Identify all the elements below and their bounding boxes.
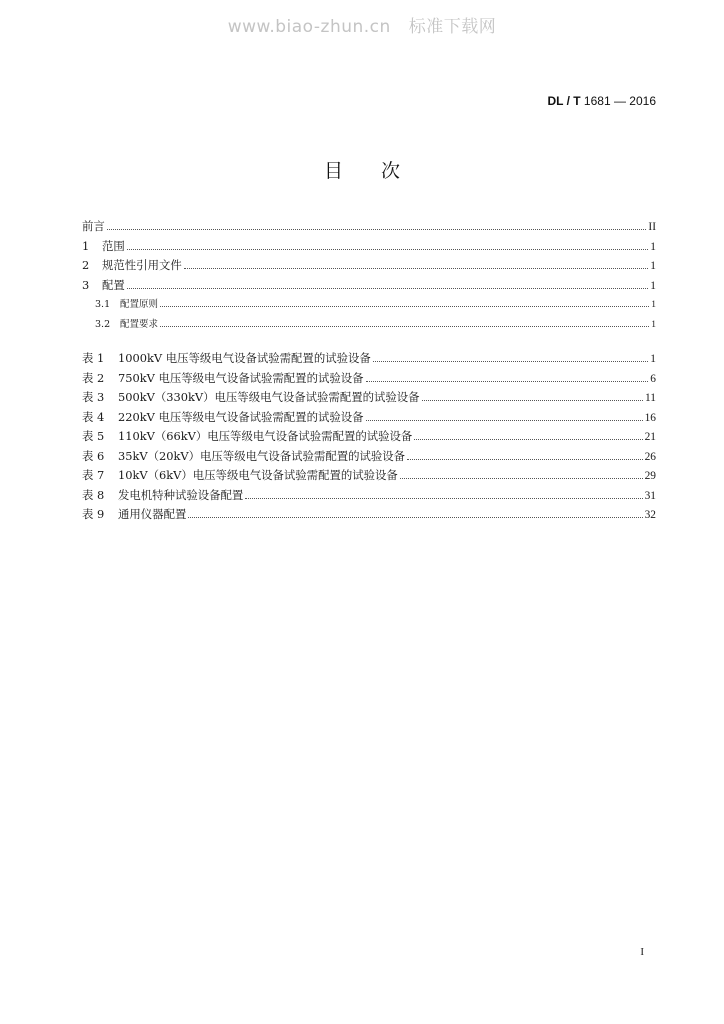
- table-entry-page: 6: [650, 372, 656, 385]
- toc-entry-number: 3.2: [95, 318, 111, 330]
- toc-entry-configuration[interactable]: [82, 276, 656, 296]
- table-entry-page: 1: [650, 353, 656, 365]
- toc-entry-page: II: [648, 221, 656, 233]
- table-entry-page: 16: [644, 411, 656, 424]
- toc-leader-dots: [160, 325, 649, 327]
- toc-leader-dots: [414, 438, 642, 440]
- toc-table-entry[interactable]: [82, 408, 656, 428]
- page-number: I: [640, 946, 644, 958]
- document-code: [547, 94, 656, 108]
- table-entry-label: 35kV（20kV）电压等级电气设备试验需配置的试验设备: [118, 448, 406, 463]
- toc-entry-number: 3: [82, 277, 90, 292]
- toc-leader-dots: [160, 305, 649, 307]
- toc-leader-dots: [127, 248, 649, 250]
- toc-table-entry[interactable]: [82, 388, 656, 408]
- table-entry-number: 表 6: [82, 448, 105, 463]
- toc-entry-number: 1: [82, 238, 90, 253]
- table-entry-number: 表 3: [82, 390, 105, 404]
- toc-entry-normative-references[interactable]: [82, 256, 656, 276]
- toc-entry-label: 配置: [102, 277, 125, 292]
- document-code-number: 1681 — 2016: [580, 94, 656, 108]
- table-entry-number: 表 7: [82, 468, 105, 482]
- toc-leader-dots: [188, 516, 642, 518]
- table-entry-label: 750kV 电压等级电气设备试验需配置的试验设备: [118, 370, 364, 385]
- table-entry-page: 11: [645, 392, 656, 404]
- toc-entry-label: 配置要求: [120, 318, 159, 330]
- page-title: 目次: [323, 160, 438, 182]
- table-entry-number: 表 4: [82, 409, 105, 424]
- toc-table-entry[interactable]: [82, 505, 656, 525]
- toc-leader-dots: [245, 497, 642, 499]
- toc-entry-page: 1: [650, 260, 656, 272]
- toc-entry-number: 3.1: [95, 299, 111, 310]
- table-entry-label: 10kV（6kV）电压等级电气设备试验需配置的试验设备: [118, 468, 398, 482]
- table-entry-label: 220kV 电压等级电气设备试验需配置的试验设备: [118, 409, 364, 424]
- document-code-prefix: DL / T: [547, 94, 581, 108]
- table-entry-label: 发电机特种试验设备配置: [118, 487, 244, 502]
- toc-table-entry[interactable]: [82, 369, 656, 389]
- toc-spacer: [82, 334, 656, 349]
- toc-leader-dots: [373, 360, 649, 362]
- table-entry-number: 表 1: [82, 351, 105, 365]
- toc-leader-dots: [366, 419, 643, 421]
- toc-entry-foreword[interactable]: [82, 217, 656, 237]
- toc-leader-dots: [366, 380, 649, 382]
- watermark-url: www.biao-zhun.cn: [227, 17, 391, 37]
- table-entry-label: 通用仪器配置: [118, 507, 187, 521]
- table-of-contents: [82, 217, 656, 525]
- toc-leader-dots: [107, 228, 647, 230]
- toc-entry-page: 1: [651, 300, 656, 310]
- table-entry-label: 1000kV 电压等级电气设备试验需配置的试验设备: [118, 351, 371, 365]
- table-entry-label: 110kV（66kV）电压等级电气设备试验需配置的试验设备: [118, 429, 413, 443]
- toc-entry-page: 1: [651, 319, 656, 330]
- toc-entry-label: 配置原则: [120, 299, 159, 310]
- toc-table-entry[interactable]: [82, 447, 656, 467]
- toc-leader-dots: [422, 399, 643, 401]
- toc-table-entry[interactable]: [82, 466, 656, 486]
- toc-entry-scope[interactable]: [82, 237, 656, 257]
- table-entry-page: 26: [644, 450, 656, 463]
- table-entry-number: 表 5: [82, 429, 105, 443]
- toc-leader-dots: [127, 287, 649, 289]
- table-entry-number: 表 9: [82, 507, 105, 521]
- toc-leader-dots: [184, 267, 649, 269]
- toc-entry-number: 2: [82, 258, 90, 272]
- table-entry-page: 29: [644, 470, 656, 482]
- toc-table-entry[interactable]: [82, 349, 656, 369]
- table-entry-page: 21: [644, 431, 656, 443]
- toc-entry-label: 规范性引用文件: [102, 258, 182, 272]
- toc-entry-label: 范围: [102, 238, 125, 253]
- toc-entry-page: 1: [650, 240, 656, 253]
- toc-leader-dots: [400, 477, 643, 479]
- table-entry-page: 32: [644, 509, 656, 521]
- table-entry-number: 表 8: [82, 487, 105, 502]
- toc-entry-page: 1: [650, 279, 656, 292]
- watermark: [0, 12, 724, 37]
- table-entry-number: 表 2: [82, 370, 105, 385]
- toc-table-entry[interactable]: [82, 486, 656, 506]
- watermark-site: 标准下载网: [408, 17, 497, 37]
- table-entry-label: 500kV（330kV）电压等级电气设备试验需配置的试验设备: [118, 390, 420, 404]
- toc-table-entry[interactable]: [82, 427, 656, 447]
- toc-leader-dots: [407, 458, 643, 460]
- table-entry-page: 31: [644, 489, 656, 502]
- toc-entry-configuration-principles[interactable]: [82, 295, 656, 315]
- toc-entry-configuration-requirements[interactable]: [82, 315, 656, 335]
- toc-entry-label: 前言: [82, 219, 105, 233]
